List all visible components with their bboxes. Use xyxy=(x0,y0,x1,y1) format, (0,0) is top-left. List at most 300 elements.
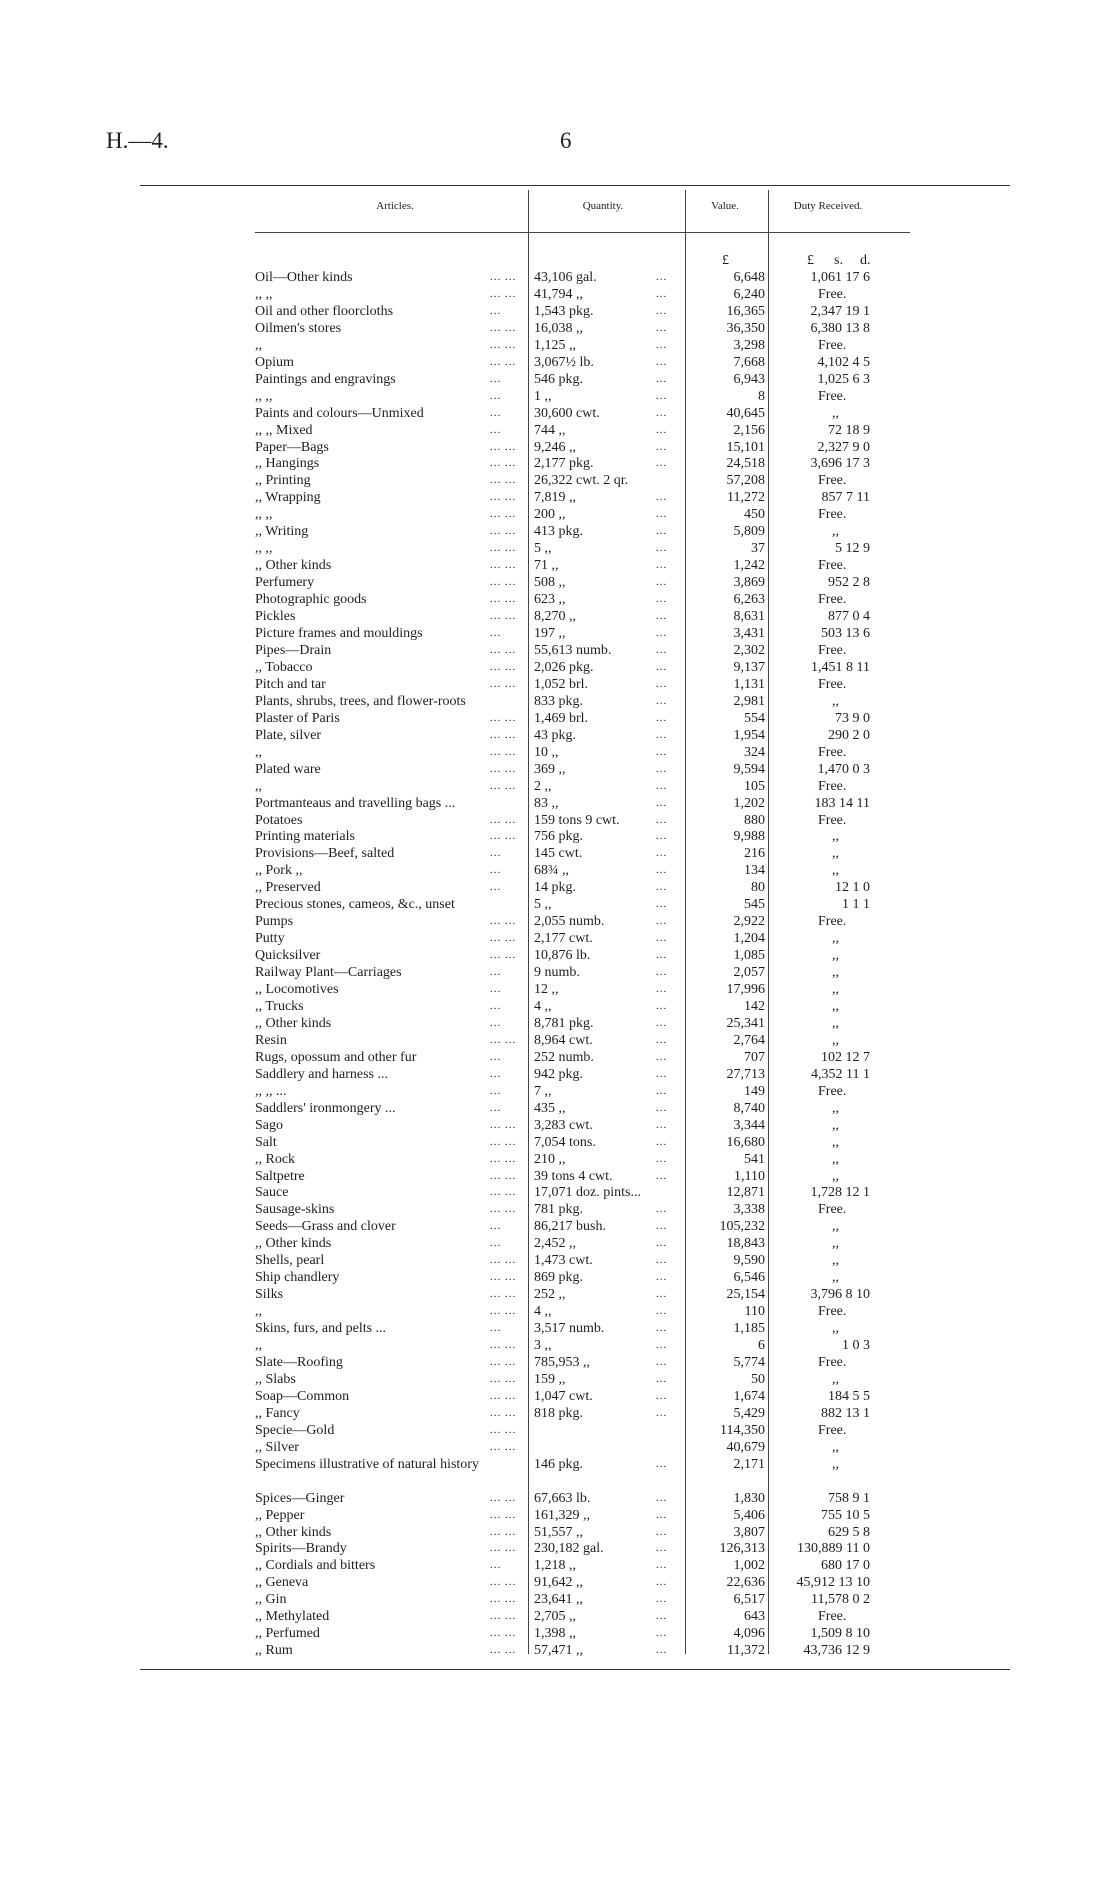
article-cell: Specimens illustrative of natural history xyxy=(255,1456,479,1472)
value-cell: 8 xyxy=(758,388,765,404)
quantity-cell: 869 pkg. xyxy=(534,1270,583,1286)
quantity-cell: 7,819 ,, xyxy=(534,490,576,506)
duty-cell: ,, xyxy=(832,931,839,947)
value-cell: 3,344 xyxy=(733,1117,765,1133)
quantity-leader-dots: ... xyxy=(656,1644,668,1657)
table-row xyxy=(0,1269,1114,1286)
value-cell: 1,185 xyxy=(733,1321,765,1337)
quantity-leader-dots: ... xyxy=(656,796,668,809)
table-row xyxy=(0,1557,1114,1574)
quantity-cell: 5 ,, xyxy=(534,897,552,913)
quantity-cell: 55,613 numb. xyxy=(534,642,612,658)
value-cell: 80 xyxy=(751,880,765,896)
article-cell: Plaster of Paris xyxy=(255,710,340,726)
value-cell: 24,518 xyxy=(726,456,765,472)
value-cell: 3,431 xyxy=(733,626,765,642)
article-cell: ,, Geneva xyxy=(255,1575,309,1591)
quantity-cell: 781 pkg. xyxy=(534,1202,583,1218)
table-row xyxy=(0,1405,1114,1422)
table-row xyxy=(0,1388,1114,1405)
table-row xyxy=(0,964,1114,981)
table-row xyxy=(0,1303,1114,1320)
table-row xyxy=(0,1015,1114,1032)
quantity-cell: 161,329 ,, xyxy=(534,1507,590,1523)
article-cell: Railway Plant—Carriages xyxy=(255,965,402,981)
table-row xyxy=(0,1286,1114,1303)
article-cell: Sausage-skins xyxy=(255,1202,335,1218)
quantity-leader-dots: ... xyxy=(656,1050,668,1063)
value-cell: 3,338 xyxy=(733,1202,765,1218)
quantity-leader-dots: ... xyxy=(656,508,668,521)
duty-cell: ,, xyxy=(832,1151,839,1167)
duty-cell: ,, xyxy=(832,965,839,981)
article-cell: ,, Preserved xyxy=(255,880,321,896)
quantity-cell: 71 ,, xyxy=(534,558,559,574)
value-cell: 3,869 xyxy=(733,575,765,591)
article-cell: Plate, silver xyxy=(255,727,322,743)
col-header-quantity: Quantity. xyxy=(582,200,624,212)
article-cell: ,, Other kinds xyxy=(255,1524,332,1540)
value-cell: 105 xyxy=(744,778,765,794)
value-cell: 18,843 xyxy=(726,1236,765,1252)
quantity-cell: 3 ,, xyxy=(534,1338,552,1354)
article-leader-dots: ... ... xyxy=(490,1152,517,1165)
quantity-cell: 200 ,, xyxy=(534,507,566,523)
quantity-cell: 2,177 pkg. xyxy=(534,456,594,472)
table-row xyxy=(0,862,1114,879)
quantity-leader-dots: ... xyxy=(656,457,668,470)
value-cell: 3,807 xyxy=(733,1524,765,1540)
article-leader-dots: ... ... xyxy=(490,1305,517,1318)
quantity-cell: 785,953 ,, xyxy=(534,1355,590,1370)
article-cell: Paintings and engravings xyxy=(255,371,396,387)
quantity-cell: 7 ,, xyxy=(534,1083,552,1099)
article-cell: Saddlers' ironmongery ... xyxy=(255,1100,396,1116)
duty-cell: ,, xyxy=(832,1371,839,1387)
duty-cell: ,, xyxy=(832,1168,839,1184)
article-leader-dots: ... xyxy=(490,1220,502,1233)
duty-cell: 45,912 13 10 xyxy=(796,1575,870,1591)
quantity-leader-dots: ... xyxy=(656,745,668,758)
value-cell: 1,242 xyxy=(733,558,765,574)
duty-unit-shillings: s. xyxy=(834,253,843,268)
article-leader-dots: ... ... xyxy=(490,525,517,538)
quantity-leader-dots: ... xyxy=(656,1152,668,1165)
article-cell: Quicksilver xyxy=(255,948,321,964)
article-leader-dots: ... ... xyxy=(490,1525,517,1538)
table-row xyxy=(0,1574,1114,1591)
article-cell: ,, Tobacco xyxy=(255,659,313,675)
article-cell: Picture frames and mouldings xyxy=(255,626,423,642)
duty-unit-pence: d. xyxy=(860,253,871,268)
quantity-leader-dots: ... xyxy=(656,1169,668,1182)
article-leader-dots: ... ... xyxy=(490,508,517,521)
table-row xyxy=(0,845,1114,862)
table-row xyxy=(0,1201,1114,1218)
article-leader-dots: ... ... xyxy=(490,457,517,470)
quantity-leader-dots: ... xyxy=(656,1508,668,1521)
value-cell: 17,996 xyxy=(726,982,765,998)
table-row xyxy=(0,693,1114,710)
duty-cell: 1,470 0 3 xyxy=(817,761,870,777)
duty-cell: ,, xyxy=(832,1032,839,1048)
article-cell: ,, ,, ... xyxy=(255,1083,287,1099)
quantity-cell: 67,663 lb. xyxy=(534,1490,591,1506)
quantity-leader-dots: ... xyxy=(656,1627,668,1640)
quantity-cell: 9,246 ,, xyxy=(534,439,576,455)
article-leader-dots: ... ... xyxy=(490,610,517,623)
quantity-cell: 1 ,, xyxy=(534,388,552,404)
article-leader-dots: ... ... xyxy=(490,1440,517,1453)
article-leader-dots: ... ... xyxy=(490,474,517,487)
duty-cell: Free. xyxy=(818,812,847,828)
article-leader-dots: ... ... xyxy=(490,813,517,826)
table-row xyxy=(0,1184,1114,1201)
value-cell: 1,202 xyxy=(733,795,765,811)
value-cell: 37 xyxy=(751,541,765,557)
duty-cell: Free. xyxy=(818,676,847,692)
quantity-leader-dots: ... xyxy=(656,660,668,673)
quantity-cell: 1,052 brl. xyxy=(534,676,589,692)
value-cell: 11,272 xyxy=(727,490,765,506)
article-leader-dots: ... xyxy=(490,1559,502,1572)
article-leader-dots: ... ... xyxy=(490,1610,517,1623)
article-cell: Portmanteaus and travelling bags ... xyxy=(255,795,456,811)
article-cell: ,, Perfumed xyxy=(255,1626,320,1642)
duty-cell: 183 14 11 xyxy=(814,795,870,811)
duty-cell: ,, xyxy=(832,1236,839,1252)
article-cell: ,, Wrapping xyxy=(255,490,321,506)
article-leader-dots: ... ... xyxy=(490,779,517,792)
duty-cell: Free. xyxy=(818,642,847,658)
value-cell: 6,517 xyxy=(733,1592,765,1608)
article-cell: Salt xyxy=(255,1134,277,1150)
article-cell: Soap—Common xyxy=(255,1388,350,1404)
quantity-leader-dots: ... xyxy=(656,762,668,775)
table-row xyxy=(0,354,1114,371)
quantity-cell: 2,177 cwt. xyxy=(534,931,593,947)
value-cell: 9,988 xyxy=(733,829,765,845)
article-cell: Rugs, opossum and other fur xyxy=(255,1049,417,1065)
quantity-leader-dots: ... xyxy=(656,304,668,317)
article-leader-dots: ... ... xyxy=(490,1593,517,1606)
article-cell: ,, Cordials and bitters xyxy=(255,1558,376,1574)
quantity-leader-dots: ... xyxy=(656,1084,668,1097)
table-row xyxy=(0,761,1114,778)
article-leader-dots: ... ... xyxy=(490,1271,517,1284)
value-cell: 1,085 xyxy=(733,948,765,964)
article-leader-dots: ... xyxy=(490,881,502,894)
value-cell: 11,372 xyxy=(727,1643,765,1659)
table-row xyxy=(0,1049,1114,1066)
quantity-cell: 252 ,, xyxy=(534,1287,566,1303)
quantity-leader-dots: ... xyxy=(656,711,668,724)
quantity-cell: 942 pkg. xyxy=(534,1066,583,1082)
quantity-leader-dots: ... xyxy=(656,1576,668,1589)
article-leader-dots: ... ... xyxy=(490,1203,517,1216)
article-cell: Sauce xyxy=(255,1185,289,1201)
quantity-leader-dots: ... xyxy=(656,881,668,894)
duty-cell: 3,796 8 10 xyxy=(810,1287,870,1303)
table-row xyxy=(0,405,1114,422)
duty-cell: ,, xyxy=(832,846,839,862)
quantity-leader-dots: ... xyxy=(656,949,668,962)
value-cell: 16,680 xyxy=(726,1134,765,1150)
col-header-duty: Duty Received. xyxy=(793,200,863,212)
quantity-leader-dots: ... xyxy=(656,1610,668,1623)
quantity-cell: 39 tons 4 cwt. xyxy=(534,1168,613,1184)
table-row xyxy=(0,1134,1114,1151)
duty-cell: 4,352 11 1 xyxy=(811,1066,870,1082)
table-row xyxy=(0,422,1114,439)
article-leader-dots: ... xyxy=(490,627,502,640)
table-row xyxy=(0,455,1114,472)
article-leader-dots: ... ... xyxy=(490,949,517,962)
value-cell: 57,208 xyxy=(726,473,765,489)
table-row xyxy=(0,1151,1114,1168)
article-cell: ,, ,, xyxy=(255,286,273,302)
duty-cell: 1,061 17 6 xyxy=(810,270,870,285)
value-cell: 6,240 xyxy=(733,286,765,302)
table-row xyxy=(0,337,1114,354)
article-leader-dots: ... ... xyxy=(490,1169,517,1182)
quantity-leader-dots: ... xyxy=(656,1271,668,1284)
quantity-leader-dots: ... xyxy=(656,932,668,945)
article-leader-dots: ... xyxy=(490,1050,502,1063)
article-leader-dots: ... xyxy=(490,423,502,436)
value-cell: 9,594 xyxy=(733,761,765,777)
duty-cell: Free. xyxy=(818,592,847,608)
article-cell: Plated ware xyxy=(255,761,321,777)
quantity-cell: 252 numb. xyxy=(534,1049,594,1065)
quantity-leader-dots: ... xyxy=(656,999,668,1012)
article-cell: Spices—Ginger xyxy=(255,1490,345,1506)
article-cell: Pitch and tar xyxy=(255,676,326,692)
duty-cell: 1,451 8 11 xyxy=(811,659,870,675)
value-cell: 545 xyxy=(744,897,765,913)
duty-cell: 43,736 12 9 xyxy=(803,1643,870,1659)
table-row xyxy=(0,472,1114,489)
quantity-cell: 4 ,, xyxy=(534,1304,552,1320)
quantity-cell: 1,218 ,, xyxy=(534,1558,576,1574)
article-leader-dots: ... ... xyxy=(490,745,517,758)
duty-cell: 73 9 0 xyxy=(835,710,870,726)
quantity-cell: 159 ,, xyxy=(534,1371,566,1387)
article-cell: ,, Trucks xyxy=(255,998,304,1014)
quantity-cell: 413 pkg. xyxy=(534,524,583,540)
table-row xyxy=(0,1490,1114,1507)
value-cell: 110 xyxy=(744,1304,765,1320)
article-cell: Saddlery and harness ... xyxy=(255,1066,388,1082)
value-cell: 2,981 xyxy=(733,693,765,709)
quantity-leader-dots: ... xyxy=(656,1322,668,1335)
quantity-leader-dots: ... xyxy=(656,1542,668,1555)
article-leader-dots: ... xyxy=(490,1084,502,1097)
table-row xyxy=(0,710,1114,727)
duty-cell: Free. xyxy=(818,507,847,523)
duty-cell: ,, xyxy=(832,693,839,709)
duty-cell: ,, xyxy=(832,1100,839,1116)
article-leader-dots: ... xyxy=(490,999,502,1012)
article-cell: Oil and other floorcloths xyxy=(255,303,394,319)
duty-cell: 290 2 0 xyxy=(828,727,870,743)
table-row xyxy=(0,1371,1114,1388)
duty-cell: ,, xyxy=(832,1270,839,1286)
duty-cell: Free. xyxy=(818,473,847,489)
table-row xyxy=(0,1083,1114,1100)
table-row xyxy=(0,269,1114,286)
value-cell: 1,954 xyxy=(733,727,765,743)
article-cell: Opium xyxy=(255,354,294,370)
value-cell: 6,648 xyxy=(733,270,765,285)
article-cell: ,, ,, Mixed xyxy=(255,422,313,438)
table-row xyxy=(0,913,1114,930)
duty-cell: Free. xyxy=(818,914,847,930)
quantity-cell: 210 ,, xyxy=(534,1151,566,1167)
article-leader-dots: ... ... xyxy=(490,711,517,724)
article-leader-dots: ... xyxy=(490,389,502,402)
table-row xyxy=(0,1625,1114,1642)
table-row xyxy=(0,1235,1114,1252)
col-header-value: Value. xyxy=(711,200,739,212)
duty-cell: ,, xyxy=(832,1456,839,1472)
article-cell: ,, Fancy xyxy=(255,1405,300,1421)
value-cell: 450 xyxy=(744,507,765,523)
quantity-cell: 546 pkg. xyxy=(534,371,583,387)
duty-cell: 72 18 9 xyxy=(828,422,870,438)
article-cell: Photographic goods xyxy=(255,592,367,608)
article-leader-dots: ... ... xyxy=(490,932,517,945)
table-row xyxy=(0,659,1114,676)
quantity-cell: 4 ,, xyxy=(534,998,552,1014)
article-cell: Seeds—Grass and clover xyxy=(255,1219,396,1235)
duty-cell: 102 12 7 xyxy=(821,1049,870,1065)
table-row xyxy=(0,744,1114,761)
article-leader-dots: ... ... xyxy=(490,1254,517,1267)
quantity-leader-dots: ... xyxy=(656,372,668,385)
duty-cell: ,, xyxy=(832,1134,839,1150)
quantity-leader-dots: ... xyxy=(656,1220,668,1233)
article-leader-dots: ... ... xyxy=(490,1118,517,1131)
article-cell: Saltpetre xyxy=(255,1168,305,1184)
quantity-leader-dots: ... xyxy=(656,593,668,606)
article-cell: ,, Printing xyxy=(255,473,311,489)
article-leader-dots: ... ... xyxy=(490,1389,517,1402)
value-cell: 324 xyxy=(744,744,765,760)
duty-cell: Free. xyxy=(818,286,847,302)
duty-cell: 184 5 5 xyxy=(828,1388,870,1404)
table-row xyxy=(0,540,1114,557)
article-leader-dots: ... ... xyxy=(490,440,517,453)
article-cell: ,, xyxy=(255,1304,262,1320)
value-cell: 25,341 xyxy=(726,1015,765,1031)
table-row xyxy=(0,1320,1114,1337)
table-row xyxy=(0,1168,1114,1185)
article-leader-dots: ... xyxy=(490,406,502,419)
article-leader-dots: ... ... xyxy=(490,271,517,283)
article-cell: Oilmen's stores xyxy=(255,320,342,336)
quantity-leader-dots: ... xyxy=(656,287,668,300)
quantity-leader-dots: ... xyxy=(656,1237,668,1250)
article-leader-dots: ... ... xyxy=(490,559,517,572)
article-cell: Provisions—Beef, salted xyxy=(255,846,395,862)
duty-cell: ,, xyxy=(832,863,839,879)
value-cell: 8,631 xyxy=(733,609,765,625)
value-cell: 9,590 xyxy=(733,1253,765,1269)
quantity-leader-dots: ... xyxy=(656,1372,668,1385)
value-cell: 5,774 xyxy=(733,1355,765,1370)
quantity-cell: 1,047 cwt. xyxy=(534,1388,593,1404)
quantity-cell: 57,471 ,, xyxy=(534,1643,583,1659)
duty-cell: ,, xyxy=(832,1253,839,1269)
value-cell: 1,002 xyxy=(733,1558,765,1574)
article-cell: Silks xyxy=(255,1287,284,1303)
quantity-leader-dots: ... xyxy=(656,1457,668,1470)
article-leader-dots: ... ... xyxy=(490,1508,517,1521)
article-cell: ,, ,, xyxy=(255,507,273,523)
article-leader-dots: ... ... xyxy=(490,491,517,504)
table-row xyxy=(0,1642,1114,1659)
value-cell: 1,830 xyxy=(733,1490,765,1506)
duty-cell: 130,889 11 0 xyxy=(797,1541,870,1557)
table-row xyxy=(0,1100,1114,1117)
article-cell: Putty xyxy=(255,931,285,947)
duty-cell: Free. xyxy=(818,1083,847,1099)
duty-cell: Free. xyxy=(818,1202,847,1218)
duty-cell: ,, xyxy=(832,1439,839,1455)
article-cell: ,, Silver xyxy=(255,1439,299,1455)
article-cell: Resin xyxy=(255,1032,287,1048)
article-leader-dots: ... xyxy=(490,847,502,860)
duty-cell: 755 10 5 xyxy=(821,1507,870,1523)
value-cell: 2,156 xyxy=(733,422,765,438)
quantity-cell: 623 ,, xyxy=(534,592,566,608)
article-cell: Paper—Bags xyxy=(255,439,329,455)
value-cell: 2,171 xyxy=(733,1456,765,1472)
article-leader-dots: ... ... xyxy=(490,1644,517,1657)
quantity-cell: 159 tons 9 cwt. xyxy=(534,812,620,828)
quantity-leader-dots: ... xyxy=(656,694,668,707)
table-row xyxy=(0,828,1114,845)
article-cell: Pumps xyxy=(255,914,294,930)
article-cell: ,, Gin xyxy=(255,1592,287,1608)
duty-cell: 12 1 0 xyxy=(835,880,870,896)
article-leader-dots: ... xyxy=(490,1101,502,1114)
table-row xyxy=(0,1608,1114,1625)
duty-unit-pounds: £ xyxy=(807,253,814,268)
article-cell: ,, xyxy=(255,337,262,353)
duty-cell: 882 13 1 xyxy=(821,1405,870,1421)
article-leader-dots: ... ... xyxy=(490,1186,517,1199)
table-row xyxy=(0,574,1114,591)
quantity-leader-dots: ... xyxy=(656,1288,668,1301)
value-cell: 3,298 xyxy=(733,337,765,353)
article-cell: ,, Rum xyxy=(255,1643,293,1659)
quantity-cell: 51,557 ,, xyxy=(534,1524,583,1540)
table-row xyxy=(0,371,1114,388)
quantity-leader-dots: ... xyxy=(656,1033,668,1046)
quantity-leader-dots: ... xyxy=(656,559,668,572)
quantity-cell: 369 ,, xyxy=(534,761,566,777)
table-row xyxy=(0,1218,1114,1235)
article-cell: ,, xyxy=(255,1338,262,1354)
article-leader-dots: ... xyxy=(490,1237,502,1250)
duty-cell: 857 7 11 xyxy=(821,490,870,506)
quantity-cell: 1,398 ,, xyxy=(534,1626,576,1642)
table-row xyxy=(0,1456,1114,1490)
table-row xyxy=(0,303,1114,320)
value-cell: 1,131 xyxy=(733,676,765,692)
